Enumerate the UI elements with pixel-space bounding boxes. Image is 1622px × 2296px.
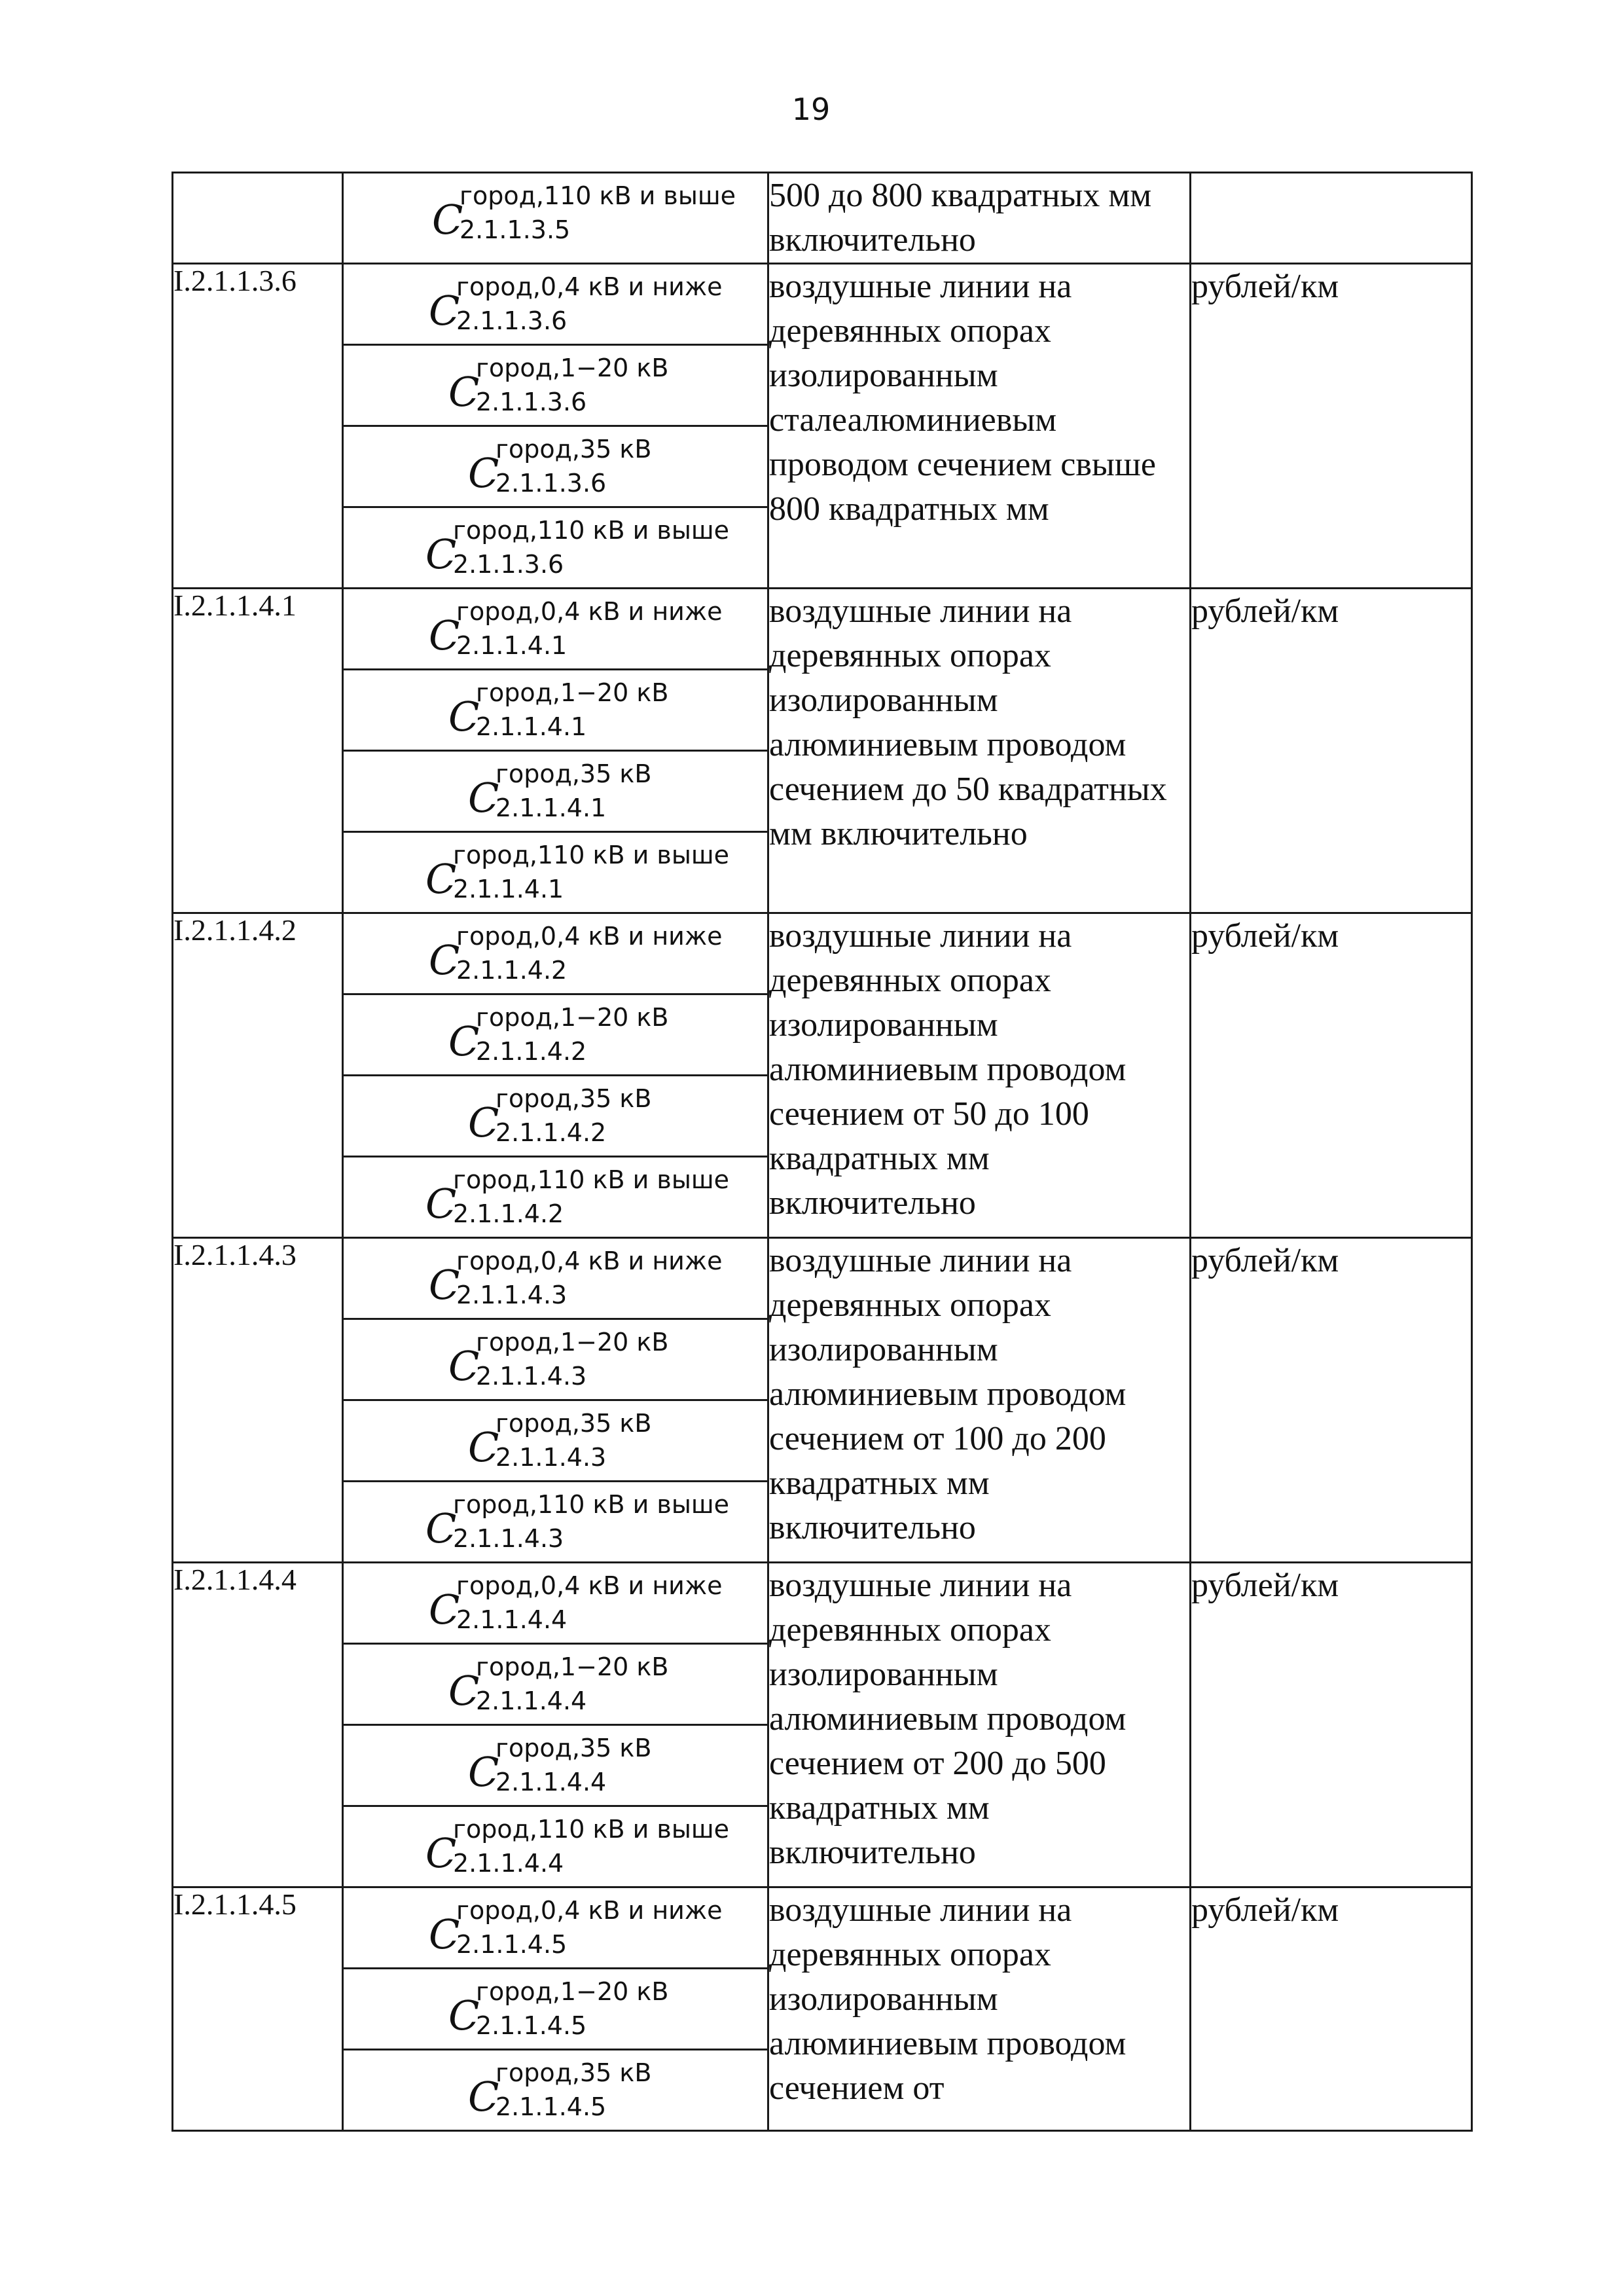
rate-symbol-subscript: 2.1.1.4.3	[453, 1524, 564, 1553]
row-code: I.2.1.1.4.1	[173, 589, 343, 913]
table-row	[173, 264, 1472, 345]
rate-symbol-subscript: 2.1.1.3.6	[456, 306, 568, 335]
table-row	[173, 913, 1472, 994]
rate-symbol-letter: C	[468, 774, 499, 822]
rate-symbol-letter: C	[429, 1910, 460, 1958]
rate-symbol-cell	[343, 1806, 768, 1887]
row-unit	[1191, 173, 1472, 264]
rate-symbol-subscript: 2.1.1.4.2	[496, 1118, 607, 1147]
rate-symbol-superscript: город,35 кВ	[496, 1409, 652, 1438]
rate-symbol-superscript: город,110 кВ и выше	[453, 1490, 729, 1519]
rate-symbol-letter: C	[425, 855, 457, 903]
rate-symbol-cell	[343, 670, 768, 751]
rate-symbol-cell	[343, 1400, 768, 1482]
row-code: I.2.1.1.4.4	[173, 1563, 343, 1887]
rate-symbol-letter: C	[448, 1667, 480, 1715]
rate-symbol-cell	[343, 751, 768, 832]
rate-symbol-letter: C	[429, 287, 460, 335]
rate-symbol-cell	[343, 994, 768, 1076]
rate-symbol-superscript: город,1−20 кВ	[476, 1977, 669, 2006]
rate-symbol-letter: C	[448, 1017, 480, 1065]
rate-symbol-superscript: город,0,4 кВ и ниже	[456, 597, 723, 626]
rate-symbol-letter: C	[468, 2073, 499, 2121]
rate-symbol-letter: C	[429, 1261, 460, 1309]
rate-symbol-superscript: город,0,4 кВ и ниже	[456, 922, 723, 951]
rate-symbol-letter: C	[468, 1099, 499, 1146]
rate-symbol-superscript: город,1−20 кВ	[476, 678, 669, 707]
rate-symbol-cell	[343, 173, 768, 264]
rate-symbol-cell	[343, 832, 768, 913]
rate-symbol-cell	[343, 1319, 768, 1400]
rate-symbol-letter: C	[468, 1748, 499, 1796]
rate-symbol-superscript: город,0,4 кВ и ниже	[456, 272, 723, 301]
rate-symbol-cell	[343, 589, 768, 670]
rate-symbol-cell	[343, 345, 768, 426]
rate-symbol-subscript: 2.1.1.4.5	[456, 1930, 568, 1959]
rate-symbol-subscript: 2.1.1.4.5	[496, 2092, 607, 2121]
rate-symbol-letter: C	[448, 693, 480, 740]
row-code: I.2.1.1.4.2	[173, 913, 343, 1238]
row-unit: рублей/км	[1191, 1887, 1472, 2131]
row-description: воздушные линии на деревянных опорах изолированным алюминиевым проводом сечением до 50 квадратных мм включительно	[768, 589, 1191, 913]
rate-symbol-subscript: 2.1.1.4.2	[456, 956, 568, 985]
rate-symbol-subscript: 2.1.1.4.4	[476, 1686, 587, 1715]
rate-symbol-letter: C	[468, 449, 499, 497]
rate-symbol-cell	[343, 1887, 768, 1969]
rate-symbol-superscript: город,1−20 кВ	[476, 1652, 669, 1681]
row-code: I.2.1.1.4.5	[173, 1887, 343, 2131]
rate-symbol-superscript: город,1−20 кВ	[476, 1328, 669, 1357]
rate-symbol-cell	[343, 1969, 768, 2050]
rate-symbol-cell	[343, 264, 768, 345]
row-description: воздушные линии на деревянных опорах изолированным алюминиевым проводом сечением от	[768, 1887, 1191, 2131]
rate-symbol-letter: C	[425, 1180, 457, 1228]
table-row	[173, 1238, 1472, 1319]
rate-symbol-letter: C	[429, 936, 460, 984]
rate-symbol-subscript: 2.1.1.4.1	[453, 875, 564, 903]
tariff-table-body	[173, 173, 1472, 2131]
rate-symbol-cell	[343, 1725, 768, 1806]
rate-symbol-subscript: 2.1.1.3.5	[460, 215, 571, 244]
rate-symbol-cell	[343, 1238, 768, 1319]
rate-symbol-subscript: 2.1.1.4.4	[453, 1849, 564, 1878]
rate-symbol-subscript: 2.1.1.4.1	[476, 712, 587, 741]
rate-symbol-letter: C	[468, 1423, 499, 1471]
row-description: воздушные линии на деревянных опорах изолированным алюминиевым проводом сечением от 50 до 100 квадратных мм включительно	[768, 913, 1191, 1238]
rate-symbol-subscript: 2.1.1.4.4	[456, 1605, 568, 1634]
rate-symbol-cell	[343, 1157, 768, 1238]
rate-symbol-subscript: 2.1.1.4.2	[453, 1199, 564, 1228]
rate-symbol-superscript: город,110 кВ и выше	[453, 516, 729, 545]
rate-symbol-superscript: город,1−20 кВ	[476, 354, 669, 382]
rate-symbol-superscript: город,35 кВ	[496, 1734, 652, 1762]
rate-symbol-cell	[343, 913, 768, 994]
rate-symbol-letter: C	[448, 1992, 480, 2039]
row-unit: рублей/км	[1191, 589, 1472, 913]
row-code: I.2.1.1.3.6	[173, 264, 343, 589]
row-description: воздушные линии на деревянных опорах изолированным сталеалюминиевым проводом сечением свыше 800 квадратных мм	[768, 264, 1191, 589]
rate-symbol-subscript: 2.1.1.4.3	[456, 1281, 568, 1309]
row-unit: рублей/км	[1191, 1563, 1472, 1887]
rate-symbol-superscript: город,110 кВ и выше	[453, 841, 729, 869]
rate-symbol-letter: C	[429, 611, 460, 659]
page-number: 19	[791, 92, 831, 127]
rate-symbol-cell	[343, 507, 768, 589]
rate-symbol-superscript: город,35 кВ	[496, 759, 652, 788]
rate-symbol-letter: C	[448, 368, 480, 416]
table-row	[173, 1887, 1472, 1969]
rate-symbol-cell	[343, 426, 768, 507]
rate-symbol-letter: C	[425, 530, 457, 578]
row-description: воздушные линии на деревянных опорах изолированным алюминиевым проводом сечением от 200 до 500 квадратных мм включительно	[768, 1563, 1191, 1887]
rate-symbol-subscript: 2.1.1.4.2	[476, 1037, 587, 1066]
row-description: 500 до 800 квадратных мм включительно	[768, 173, 1191, 264]
table-row	[173, 1563, 1472, 1644]
rate-symbol-subscript: 2.1.1.3.6	[453, 550, 564, 579]
rate-symbol-superscript: город,110 кВ и выше	[460, 181, 736, 210]
rate-symbol-superscript: город,35 кВ	[496, 435, 652, 464]
rate-symbol-superscript: город,0,4 кВ и ниже	[456, 1247, 723, 1275]
rate-symbol-letter: C	[432, 196, 463, 244]
rate-symbol-cell	[343, 2050, 768, 2131]
rate-symbol-subscript: 2.1.1.3.6	[476, 388, 587, 416]
row-unit: рублей/км	[1191, 1238, 1472, 1563]
rate-symbol-letter: C	[448, 1342, 480, 1390]
rate-symbol-cell	[343, 1644, 768, 1725]
rate-symbol-cell	[343, 1076, 768, 1157]
rate-symbol-subscript: 2.1.1.4.4	[496, 1768, 607, 1796]
rate-symbol-subscript: 2.1.1.4.1	[456, 631, 568, 660]
rate-symbol-superscript: город,0,4 кВ и ниже	[456, 1896, 723, 1925]
rate-symbol-subscript: 2.1.1.4.3	[476, 1362, 587, 1391]
rate-symbol-subscript: 2.1.1.4.5	[476, 2011, 587, 2040]
rate-symbol-superscript: город,35 кВ	[496, 1084, 652, 1113]
row-description: воздушные линии на деревянных опорах изолированным алюминиевым проводом сечением от 100 до 200 квадратных мм включительно	[768, 1238, 1191, 1563]
rate-symbol-subscript: 2.1.1.4.3	[496, 1443, 607, 1472]
rate-symbol-superscript: город,110 кВ и выше	[453, 1165, 729, 1194]
row-code: I.2.1.1.4.3	[173, 1238, 343, 1563]
rate-symbol-letter: C	[425, 1504, 457, 1552]
rate-symbol-superscript: город,35 кВ	[496, 2058, 652, 2087]
rate-symbol-cell	[343, 1482, 768, 1563]
rate-symbol-letter: C	[425, 1829, 457, 1877]
table-row	[173, 173, 1472, 264]
tariff-table	[171, 172, 1473, 2132]
row-code	[173, 173, 343, 264]
row-unit: рублей/км	[1191, 264, 1472, 589]
rate-symbol-superscript: город,110 кВ и выше	[453, 1815, 729, 1844]
rate-symbol-subscript: 2.1.1.4.1	[496, 793, 607, 822]
rate-symbol-subscript: 2.1.1.3.6	[496, 469, 607, 498]
row-unit: рублей/км	[1191, 913, 1472, 1238]
rate-symbol-superscript: город,1−20 кВ	[476, 1003, 669, 1032]
rate-symbol-cell	[343, 1563, 768, 1644]
rate-symbol-letter: C	[429, 1586, 460, 1633]
table-row	[173, 589, 1472, 670]
rate-symbol-superscript: город,0,4 кВ и ниже	[456, 1571, 723, 1600]
